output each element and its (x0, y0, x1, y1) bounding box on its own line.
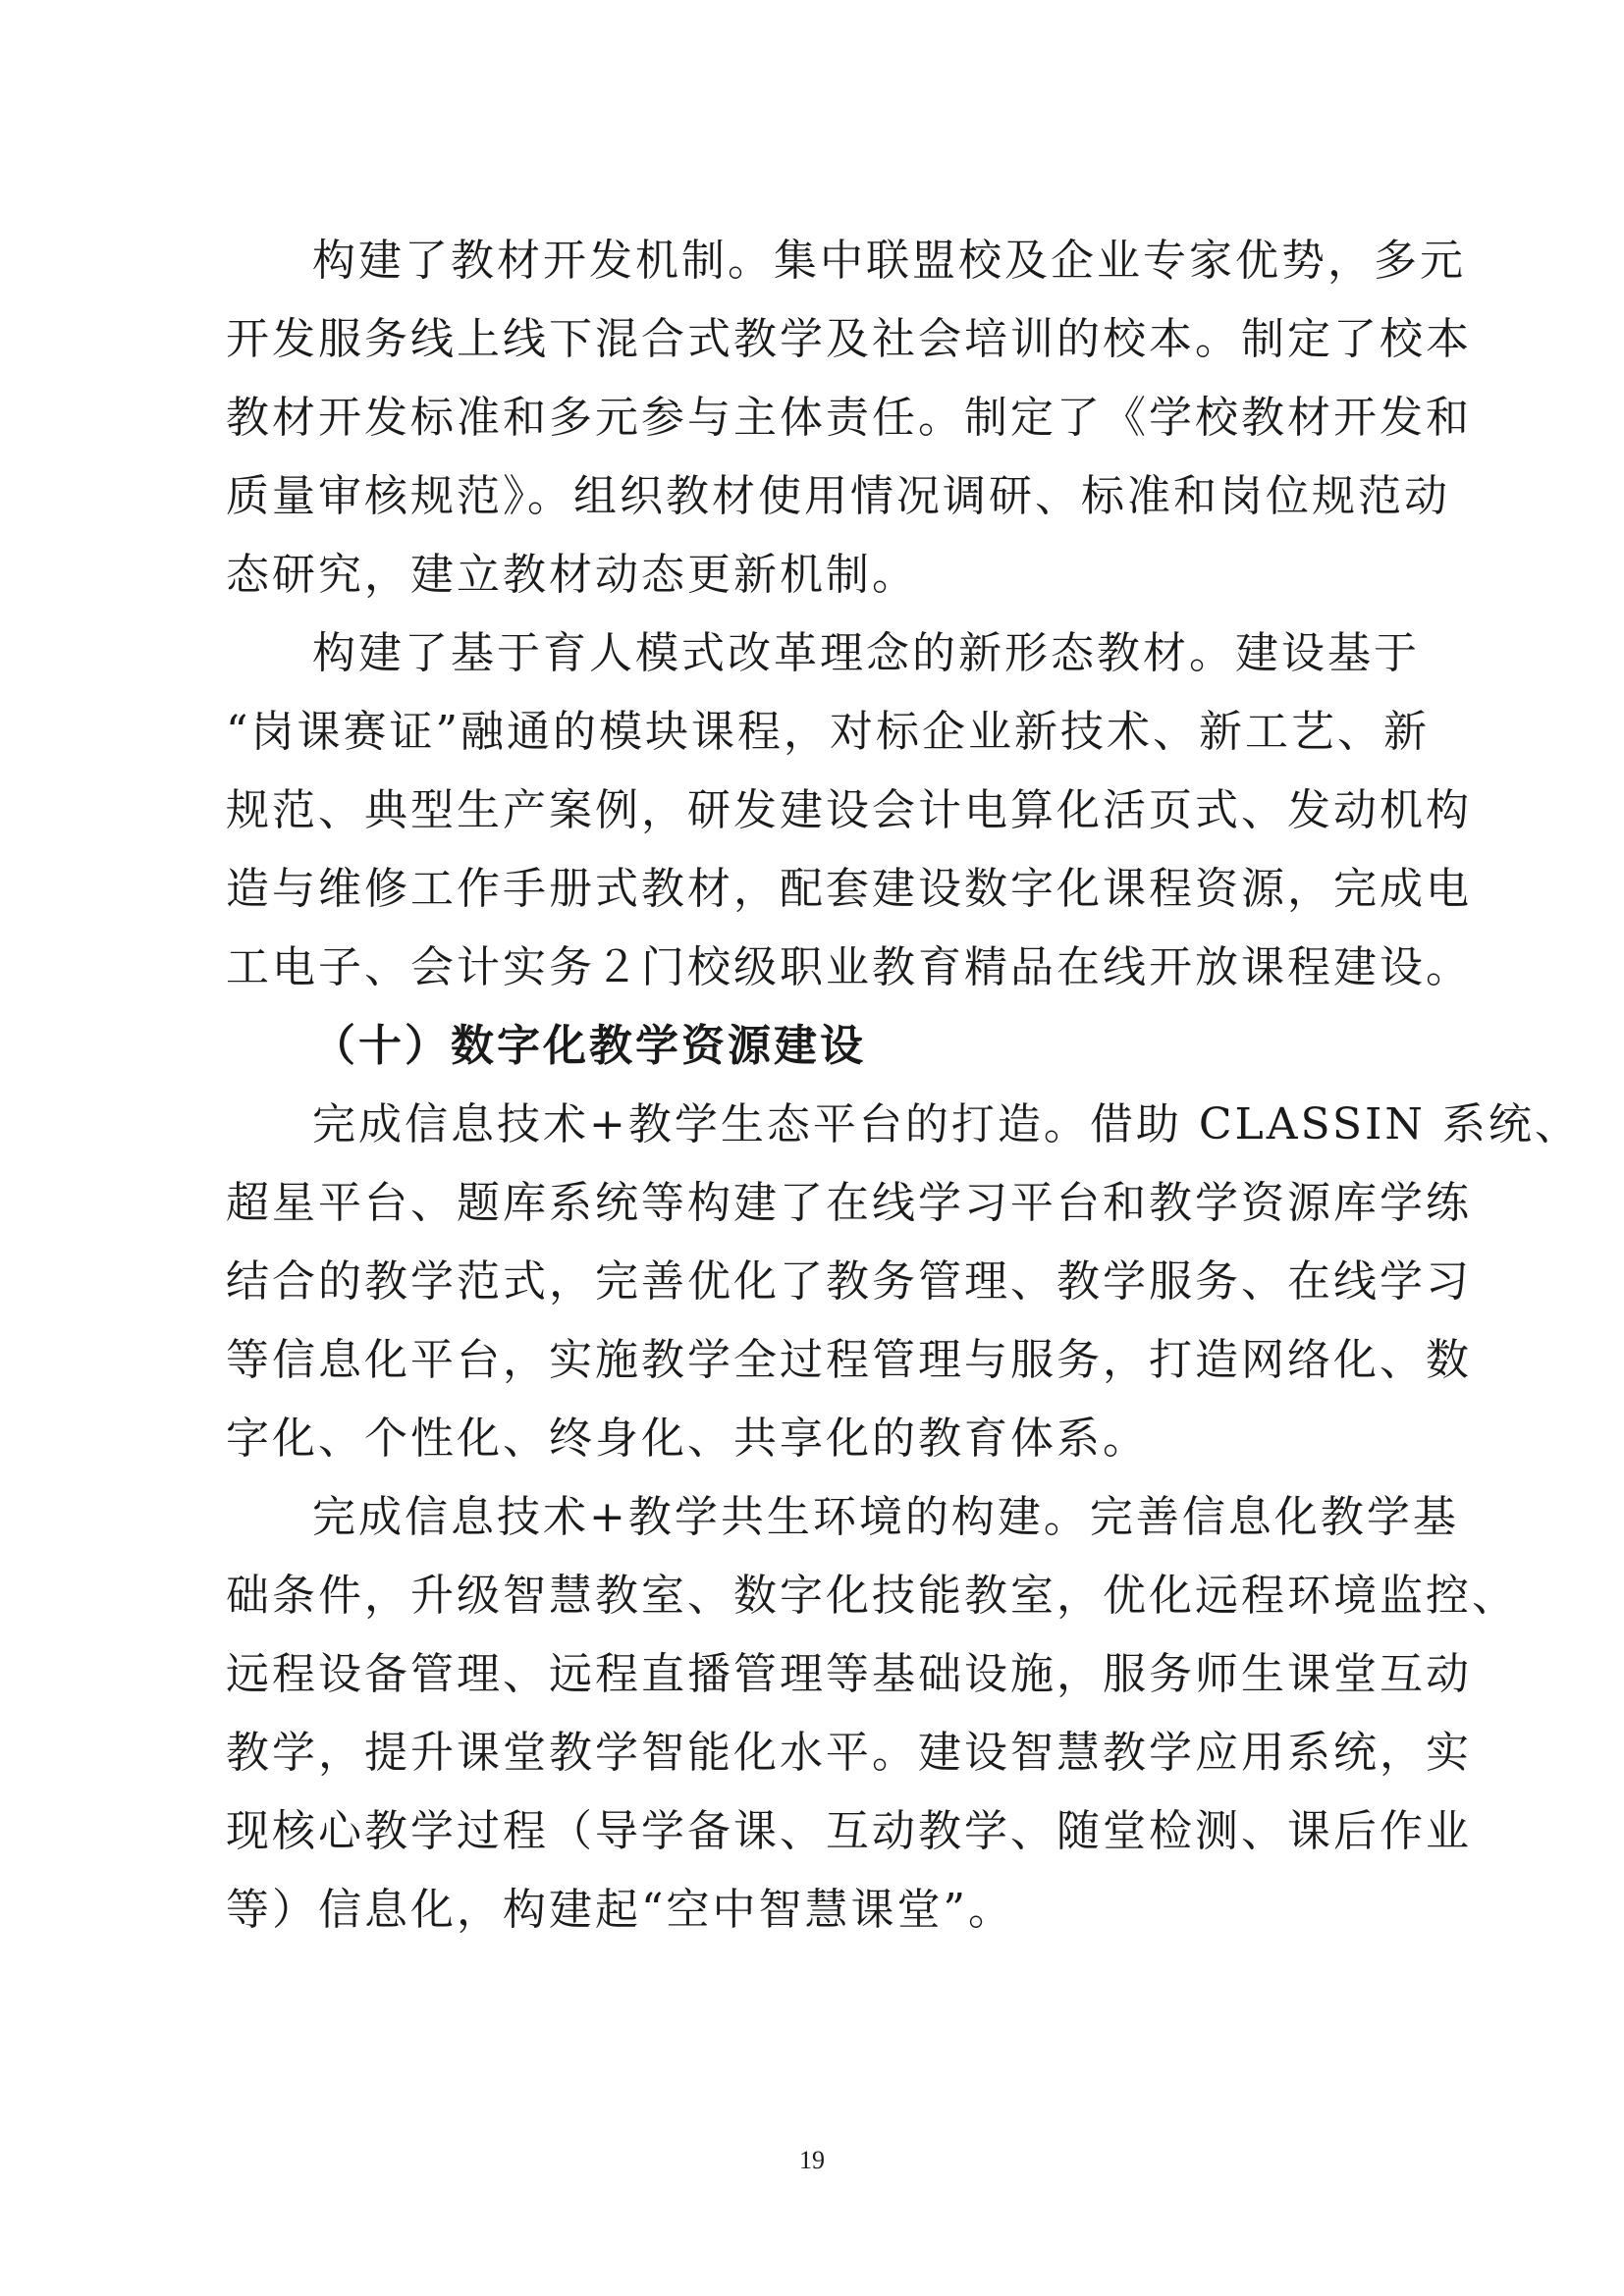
paragraph-4-line-2: 础条件，升级智慧教室、数字化技能教室，优化远程环境监控、 (226, 1571, 1518, 1621)
paragraph-4-line-3: 远程设备管理、远程直播管理等基础设施，服务师生课堂互动 (226, 1649, 1472, 1699)
paragraph-3-line-1: 完成信息技术+教学生态平台的打造。借助 CLASSIN 系统、 (312, 1099, 1581, 1149)
paragraph-3-line-5: 字化、个性化、终身化、共享化的教育体系。 (226, 1414, 1149, 1464)
paragraph-1-line-2: 开发服务线上线下混合式教学及社会培训的校本。制定了校本 (226, 314, 1472, 364)
paragraph-2-line-4: 造与维修工作手册式教材，配套建设数字化课程资源，完成电 (226, 864, 1472, 914)
section-heading: （十）数字化教学资源建设 (312, 1021, 866, 1071)
paragraph-2-line-2: “岗课赛证”融通的模块课程，对标企业新技术、新工艺、新 (226, 707, 1430, 757)
paragraph-3-line-4: 等信息化平台，实施教学全过程管理与服务，打造网络化、数 (226, 1335, 1472, 1385)
paragraph-1-line-5: 态研究，建立教材动态更新机制。 (226, 550, 918, 600)
paragraph-1-line-1: 构建了教材开发机制。集中联盟校及企业专家优势，多元 (312, 236, 1466, 286)
paragraph-2-line-5: 工电子、会计实务２门校级职业教育精品在线开放课程建设。 (226, 942, 1472, 992)
paragraph-4-line-6: 等）信息化，构建起“空中智慧课堂”。 (226, 1885, 1014, 1935)
paragraph-4-line-1: 完成信息技术+教学共生环境的构建。完善信息化教学基 (312, 1492, 1459, 1542)
paragraph-3-line-2: 超星平台、题库系统等构建了在线学习平台和教学资源库学练 (226, 1178, 1472, 1228)
page-number: 19 (799, 2146, 825, 2174)
paragraph-2-line-1: 构建了基于育人模式改革理念的新形态教材。建设基于 (312, 628, 1420, 678)
paragraph-1-line-3: 教材开发标准和多元参与主体责任。制定了《学校教材开发和 (226, 393, 1472, 443)
paragraph-3-line-3: 结合的教学范式，完善优化了教务管理、教学服务、在线学习 (226, 1256, 1472, 1307)
paragraph-1-line-4: 质量审核规范》。组织教材使用情况调研、标准和岗位规范动 (226, 471, 1450, 521)
paragraph-4-line-4: 教学，提升课堂教学智能化水平。建设智慧教学应用系统，实 (226, 1728, 1472, 1778)
paragraph-4-line-5: 现核心教学过程（导学备课、互动教学、随堂检测、课后作业 (226, 1806, 1472, 1856)
paragraph-2-line-3: 规范、典型生产案例，研发建设会计电算化活页式、发动机构 (226, 785, 1472, 835)
